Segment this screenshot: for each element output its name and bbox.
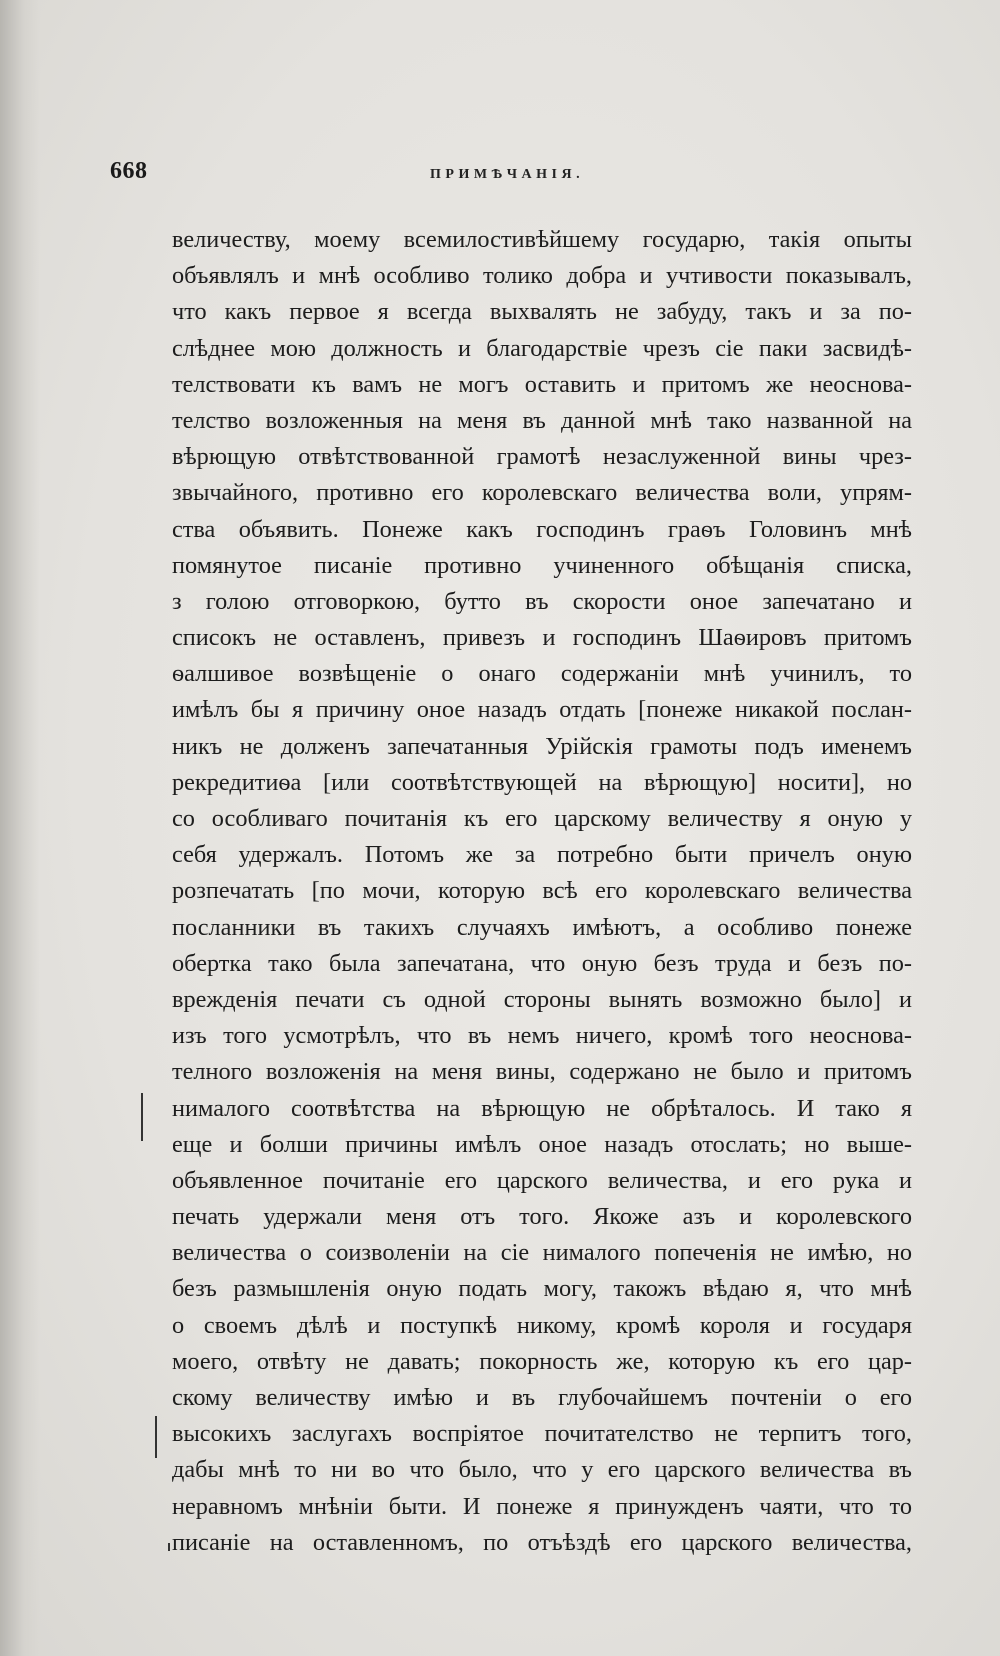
text-line: величеству, моему всемилостивѣйшему государю, такія опыты xyxy=(172,226,912,253)
text-line: о своемъ дѣлѣ и поступкѣ никому, кромѣ короля и государя xyxy=(172,1311,912,1339)
text-line: со особливаго почитанія къ его царскому величеству я оную у xyxy=(172,805,912,832)
text-line: никъ не долженъ запечатанныя Урійскія грамоты подъ именемъ xyxy=(172,732,912,760)
body-text xyxy=(172,222,912,1561)
page-number: 668 xyxy=(110,158,148,184)
text-line: помянутое писаніе противно учиненного обѣщанія списка, xyxy=(172,551,912,579)
text-line: величества о соизволеніи на сіе нималого попеченія не имѣю, но xyxy=(172,1239,912,1267)
text-line: безъ размышленія оную подать могу, такожъ вѣдаю я, что мнѣ xyxy=(172,1275,912,1303)
text-line: слѣднее мою должность и благодарствіе чрезъ сіе паки засвидѣ- xyxy=(172,334,912,362)
text-line: врежденія печати съ одной стороны вынять возможно было] и xyxy=(172,985,912,1013)
text-line: объявленное почитаніе его царского величества, и его рука и xyxy=(172,1166,912,1194)
text-line: телство возложенныя на меня въ данной мнѣ тако названной на xyxy=(172,406,912,434)
text-line: еще и болши причины имѣлъ оное назадъ отослать; но выше- xyxy=(172,1130,912,1158)
text-line: розпечатать [по мочи, которую всѣ его королевскаго величества xyxy=(172,877,912,905)
text-line: моего, отвѣту не давать; покорность же, которую къ его цар- xyxy=(172,1347,912,1375)
text-line: нималого соотвѣтства на вѣрющую не обрѣталось. И тако я xyxy=(172,1094,912,1122)
text-line: дабы мнѣ то ни во что было, что у его царского величества въ xyxy=(172,1456,912,1484)
text-line: изъ того усмотрѣлъ, что въ немъ ничего, кромѣ того неоснова- xyxy=(172,1022,912,1050)
text-line: неравномъ мнѣніи быти. И понеже я принужденъ чаяти, что то xyxy=(172,1492,912,1520)
margin-mark xyxy=(141,1093,143,1141)
text-line: телного возложенія на меня вины, содержано не было и притомъ xyxy=(172,1058,912,1086)
text-line: скому величеству имѣю и въ глубочайшемъ почтеніи о его xyxy=(172,1384,912,1411)
text-line: обертка тако была запечатана, что оную безъ труда и безъ по- xyxy=(172,949,912,977)
binding-shadow xyxy=(0,0,40,1656)
text-line: печать удержали меня отъ того. Якоже азъ и королевского xyxy=(172,1203,912,1231)
running-head: ПРИМѢЧАНІЯ. xyxy=(430,167,585,182)
text-line: ства объявить. Понеже какъ господинъ граѳъ Головинъ мнѣ xyxy=(172,515,912,543)
text-line: посланники въ такихъ случаяхъ имѣютъ, а особливо понеже xyxy=(172,913,912,941)
text-line: объявлялъ и мнѣ особливо толико добра и учтивости показывалъ, xyxy=(172,262,912,290)
text-line: телствовати къ вамъ не могъ оставить и притомъ же неоснова- xyxy=(172,370,912,398)
margin-mark xyxy=(168,1543,170,1551)
text-line: з голою отговоркою, бутто въ скорости оное запечатано и xyxy=(172,587,912,615)
text-line: списокъ не оставленъ, привезъ и господинъ Шаѳировъ притомъ xyxy=(172,624,912,652)
text-line: вѣрющую отвѣтствованной грамотѣ незаслуженной вины чрез- xyxy=(172,443,912,471)
text-line: ѳалшивое возвѣщеніе о онаго содержаніи мнѣ учинилъ, то xyxy=(172,660,912,688)
text-line: себя удержалъ. Потомъ же за потребно быти причелъ оную xyxy=(172,841,912,869)
margin-mark xyxy=(155,1416,157,1458)
text-line: имѣлъ бы я причину оное назадъ отдать [понеже никакой послан- xyxy=(172,696,912,724)
text-line: рекредитиѳа [или соотвѣтствующей на вѣрющую] носити], но xyxy=(172,768,912,796)
text-line: высокихъ заслугахъ воспріятое почитателство не терпитъ того, xyxy=(172,1420,912,1448)
text-line: писаніе на оставленномъ, по отъѣздѣ его царского величества, xyxy=(172,1528,912,1556)
text-line: что какъ первое я всегда выхвалять не забуду, такъ и за по- xyxy=(172,298,912,326)
text-line: звычайного, противно его королевскаго величества воли, упрям- xyxy=(172,479,912,507)
